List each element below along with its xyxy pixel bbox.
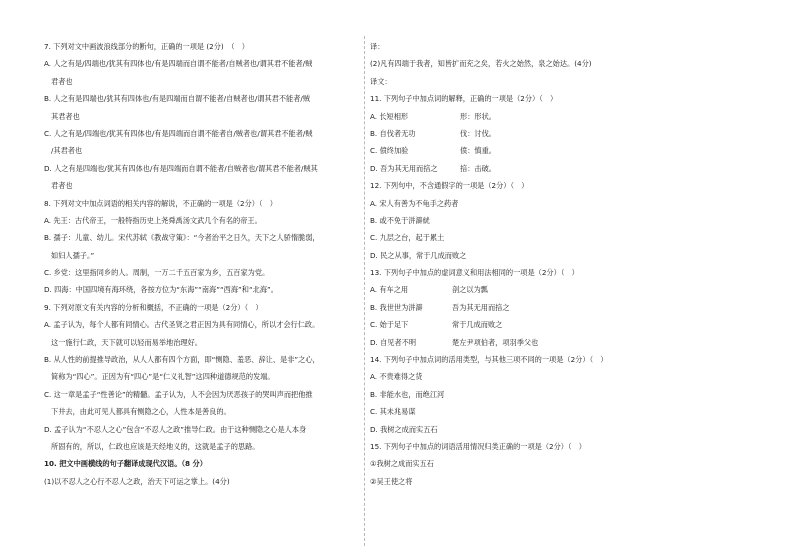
right-text-line: ②吴王使之将 bbox=[370, 476, 413, 486]
option-row bbox=[370, 160, 750, 177]
left-text-line: A. 孟子认为，每个人都有同情心。古代圣贤之君正因为具有同情心，所以才会行仁政。 bbox=[44, 320, 320, 330]
right-text-line: 11. 下列句子中加点词的解释，正确的一项是（2分）（ ） bbox=[370, 94, 558, 104]
right-text-line: (2)凡有四端于我者，知皆扩而充之矣，若火之始然，泉之始达。(4分) bbox=[370, 59, 592, 69]
left-text-line: B. 孺子：儿童、幼儿。宋代苏轼《教战守策》：“今者治平之日久，天下之人骄惰脆弱， bbox=[44, 233, 320, 243]
left-text-line: /其君者也 bbox=[51, 146, 83, 156]
left-text-line: 简称为“四心”。正因为有“四心”是“仁义礼智”这四种道德规范的发端。 bbox=[51, 372, 275, 382]
option-gloss: 掊：击破。 bbox=[460, 163, 496, 173]
right-text-line: D. 我树之成而实五石 bbox=[370, 424, 438, 434]
left-column bbox=[44, 38, 362, 490]
left-text-line: 如妇人孺子。” bbox=[51, 250, 95, 260]
left-text-line: 10. 把文中画横线的句子翻译成现代汉语。（8 分） bbox=[44, 459, 207, 469]
left-text-line: D. 四海：中国四境有海环绕，各按方位为“东海”“南海”“西海”和“北海”。 bbox=[44, 285, 278, 295]
option-label: C. 偾终加验 bbox=[370, 146, 409, 156]
option-row bbox=[370, 334, 750, 351]
right-text-line: A. 不贵难得之货 bbox=[370, 372, 423, 382]
right-text-line: B. 非能水也，而绝江河 bbox=[370, 389, 445, 399]
left-text-line: C. 这一章是孟子“性善论”的精髓。孟子认为，人不会因为厌恶孩子的哭叫声而把他推 bbox=[44, 389, 313, 399]
option-row bbox=[370, 281, 750, 298]
left-text-line: 8. 下列对文中加点词语的相关内容的解说，不正确的一项是（2分）（ ） bbox=[44, 198, 277, 208]
left-text-line: 下井去，由此可见人都具有恻隐之心，人性本是善良的。 bbox=[51, 407, 231, 417]
right-text-line: C. 其未兆易谋 bbox=[370, 407, 416, 417]
left-text-line: 其君者也 bbox=[51, 111, 80, 121]
left-text-line: D. 人之有是四端也/犹其有四体也/有是四端而自谓不能者/自贼者也/谓其君不能者/贼其 bbox=[44, 163, 318, 173]
left-text-line: C. 人之有是/四端也/犹其有四体也/有是四端而自谓不能者自/贼者也/谓其君不能者/贼 bbox=[44, 128, 313, 138]
right-text-line: 译： bbox=[370, 42, 385, 51]
right-text-line: 译文： bbox=[370, 76, 392, 86]
option-row bbox=[370, 142, 750, 159]
option-row bbox=[370, 108, 750, 125]
option-label: D. 吾为其无用而掊之 bbox=[370, 163, 438, 173]
right-column bbox=[370, 38, 750, 490]
column-divider bbox=[364, 36, 365, 546]
option-gloss: 剖之以为瓢 bbox=[452, 285, 488, 295]
option-gloss: 常于几成而败之 bbox=[452, 320, 503, 330]
left-text-line: D. 孟子认为“不忍人之心”包含“不忍人之政”推导仁政。由于这种恻隐之心是人本身 bbox=[44, 424, 307, 434]
option-row bbox=[370, 299, 750, 316]
left-text-line: B. 从人性的前提推导政治，从人人都有四个方面，即“恻隐、羞恶、辞让、是非”之心， bbox=[44, 355, 320, 365]
option-gloss: 偾：慎重。 bbox=[460, 146, 496, 156]
left-text-line: 7. 下列对文中画波浪线部分的断句，正确的一项是 (2分) （ ） bbox=[44, 42, 249, 51]
right-text-line: 13. 下列句子中加点的虚词意义和用法相同的一项是（2分）（ ） bbox=[370, 268, 579, 278]
right-text-line: 15. 下列句子中加点的词语活用情况归类正确的一项是（2分）（ ） bbox=[370, 441, 586, 451]
option-gloss: 楚左尹项伯者，项羽季父也 bbox=[452, 337, 539, 347]
right-text-line: D. 民之从事，常于几成而败之 bbox=[370, 250, 467, 260]
left-text-line: 所固有的，所以，仁政也应该是天经地义的，这就是孟子的思路。 bbox=[51, 441, 260, 451]
option-row bbox=[370, 125, 750, 142]
left-text-line: A. 人之有是/四端也/犹其有四体也/有是四端而自谓不能者/自贼者也/谓其君不能者/贼 bbox=[44, 59, 313, 69]
left-text-line: 这一施行仁政，天下就可以轻而易举地治理好。 bbox=[51, 337, 202, 347]
right-text-line: 14. 下列句子中加点词的活用类型，与其他三项不同的一项是（2分）（ ） bbox=[370, 355, 608, 365]
option-label: A. 长短相形 bbox=[370, 111, 409, 121]
right-text-line: 12. 下列句中，不含通假字的一项是（2分）（ ） bbox=[370, 181, 529, 191]
option-label: A. 有车之用 bbox=[370, 285, 409, 295]
option-gloss: 形：形状。 bbox=[460, 111, 496, 121]
left-text-line: 君者也 bbox=[51, 76, 73, 86]
left-text-line: 君者也 bbox=[51, 181, 73, 191]
left-text-line: (1)以不忍人之心行不忍人之政，治天下可运之掌上。(4分) bbox=[44, 476, 230, 486]
option-label: D. 自见者不明 bbox=[370, 337, 417, 347]
left-text-line: 9. 下列对原文有关内容的分析和概括，不正确的一项是（2分）（ ） bbox=[44, 302, 263, 312]
left-text-line: A. 先王：古代帝王，一般特指历史上尧舜禹汤文武几个有名的帝王。 bbox=[44, 215, 262, 225]
right-text-line: C. 九层之台，起于累土 bbox=[370, 233, 445, 243]
option-label: C. 始于足下 bbox=[370, 320, 409, 330]
option-label: B. 我世世为洴澼 bbox=[370, 302, 423, 312]
option-gloss: 吾为其无用而掊之 bbox=[452, 302, 510, 312]
option-label: B. 自伐者无功 bbox=[370, 128, 416, 138]
right-text-line: ①我树之成而实五石 bbox=[370, 459, 434, 469]
right-text-line: B. 或不免于洴澼絖 bbox=[370, 215, 430, 225]
option-gloss: 伐：讨伐。 bbox=[460, 128, 496, 138]
option-row bbox=[370, 316, 750, 333]
right-text-line: A. 宋人有善为不龟手之药者 bbox=[370, 198, 459, 208]
left-text-line: C. 乡党：这里指同乡的人。周制，一万二千五百家为乡，五百家为党。 bbox=[44, 268, 270, 278]
left-text-line: B. 人之有是四端也/犹其有四体也/有是四端而自谓不能者/自贼者也/谓其君不能者/贼 bbox=[44, 94, 310, 104]
